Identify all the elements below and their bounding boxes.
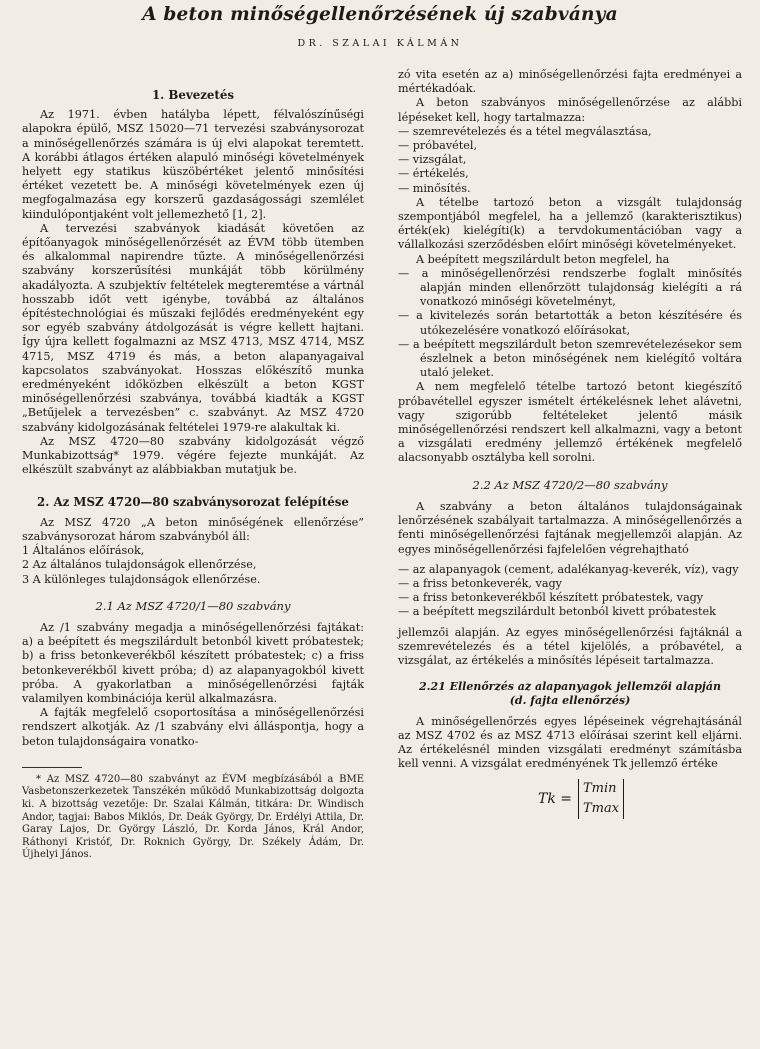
list-item: — minősítés. <box>398 181 471 195</box>
paragraph: Az MSZ 4720—80 szabvány kidolgozását végző Munkabizottság* 1979. végére fejezte munkáját. Az elkészült szabványt az alábbiakban mutatjuk be. <box>22 434 364 477</box>
paragraph: A beton szabványos minőségellenőrzése az alábbi lépéseket kell, hogy tartalmazza: <box>398 96 742 124</box>
formula-bracket <box>578 779 624 819</box>
list-item: — a beépített megszilárdult beton szemrevételezésekor sem észlelnek a beton minőségének nem kielégítő voltára utaló jeleket. <box>398 337 742 380</box>
subsection-heading-2-21-sub: (d. fajta ellenőrzés) <box>509 694 631 708</box>
conditions-list <box>398 267 742 381</box>
paragraph: zó vita esetén az a) minőségellenőrzési fajta eredményei a mértékadóak. <box>398 68 742 96</box>
list-item: — vizsgálat, <box>398 153 467 167</box>
list-item: — a friss betonkeverék, vagy <box>398 576 562 590</box>
steps-list <box>398 125 742 196</box>
control-items-list <box>398 563 742 620</box>
section-heading-structure: 2. Az MSZ 4720—80 szabványsorozat felépítése <box>37 495 349 510</box>
article-author: DR. SZALAI KÁLMÁN <box>297 38 463 49</box>
formula-bottom: Tmax <box>583 801 620 817</box>
footnote: * Az MSZ 4720—80 szabványt az ÉVM megbízásából a BME Vasbetonszerkezetek Tanszékén működő Munkabizottság dolgozta ki. A bizottság vezetője: Dr. Szalai Kálmán, titkára: Dr. Windisch Andor, tagjai: Babos Miklós, Dr. Deák György, Dr. Erdélyi Attila, Dr. Garay Lajos, Dr. György László, Dr. Korda János, Král Andor, Ráthonyi Kristóf, Dr. Roknich György, Dr. Székely Ádám, Dr. Újhelyi János. <box>22 773 364 861</box>
paragraph: A fajták megfelelő csoportosítása a minőségellenőrzési rendszert alkotják. Az /1 szabvány elvi álláspontja, hogy a beton tulajdonságaira vonatko- <box>22 706 364 748</box>
subsection-heading-4720-2: 2.2 Az MSZ 4720/2—80 szabvány <box>472 477 668 492</box>
list-item: — szemrevételezés és a tétel megválasztása, <box>398 124 652 138</box>
paragraph: A tervezési szabványok kiadását követően az építőanyagok minőségellenőrzését az ÉVM több ütemben és alkalommal napirendre tűzte. A minőségellenőrzési szabvány korszerűsítési munkáját több körülmény akadályozta. A szubjektív feltételek megteremtése a vártnál hosszabb időt vett igénybe, továbbá az általános építéstechnológiai és műszaki fejlődés eredményeként egy sor egyéb szabvány átdolgozását is végre kellett hajtani. Így újra kellett fogalmazni az MSZ 4713, MSZ 4714, MSZ 4715, MSZ 4719 és más, a beton alapanyagaival kapcsolatos szabványokat. Hosszas előkészítő munka eredményeként időközben elkészült a beton KGST minőségellenőrzési szabványa, továbbá kiadták a KGST „Betűjelek a tervezésben” c. szabványt. Az MSZ 4720 szabvány kidolgozásának feltételei 1979-re alakultak ki. <box>22 221 364 434</box>
list-item: — értékelés, <box>398 167 469 181</box>
formula-top: Tmin <box>583 781 617 797</box>
article-title: A beton minőségellenőrzésének új szabványa <box>142 4 618 25</box>
formula-lhs: Tk = <box>538 791 573 808</box>
paragraph: Az MSZ 4720 „A beton minőségének ellenőrzése” szabványsorozat három szabványból áll: <box>22 515 364 543</box>
paragraph: A nem megfelelő tételbe tartozó betont kiegészítő próbavétellel egyszer ismételt értékelésnek lehet alávetni, vagy szigorúbb feltételeket jelentő másik minőségellenőrzési rendszert kell alkalmazni, vagy a betont a vizsgálati eredmény jellemző értékének megfelelő alacsonyabb osztályba kell sorolni. <box>398 380 742 465</box>
paragraph: Az /1 szabvány megadja a minőségellenőrzési fajtákat: a) a beépített és megszilárdult betonból kivett próbatestek; b) a friss betonkeverékből készített próbatestek; c) a friss betonkeverékből kivett próba; d) az alapanyagokból kivett próba. A gyakorlatban a minőségellenőrzési fajták valamilyen kombinációja kerül alkalmazásra. <box>22 620 364 705</box>
list-item: 2 Az általános tulajdonságok ellenőrzése, <box>22 558 257 572</box>
paragraph: Az 1971. évben hatályba lépett, félvalószínűségi alapokra épülő, MSZ 15020—71 tervezési szabványsorozat a minőségellenőrzés számára is új elvi alapokat teremtett. A korábbi átlagos értéken alapuló minőségi követelmények helyett egy statikus küszöbértéket jelentő minősítési értéket vezetett be. A minőségi követelmények ezen új megfogalmazása egy korszerű gazdaságossági szemlélet kiindulópontjaként volt jellemezhető [1, 2]. <box>22 108 364 221</box>
paragraph: jellemzői alapján. Az egyes minőségellenőrzési fajtáknál a szemrevételezés és a tétel kijelölés, a próbavétel, a vizsgálat, az értékelés a minősítés lépéseit tartalmazza. <box>398 625 742 667</box>
left-column <box>22 82 364 862</box>
characteristic-value-formula <box>538 779 742 819</box>
list-item: — próbavétel, <box>398 139 478 153</box>
list-item: — a minőségellenőrzési rendszerbe foglalt minősítés alapján minden ellenőrzött tulajdonság kielégíti a rá vonatkozó minőségi követelményt, <box>398 266 742 309</box>
list-item: 1 Általános előírások, <box>22 544 145 558</box>
list-item: — a friss betonkeverékből készített próbatestek, vagy <box>398 591 704 605</box>
footnote-divider <box>22 767 82 768</box>
paragraph: A tételbe tartozó beton a vizsgált tulajdonság szempontjából megfelel, ha a jellemző (karakterisztikus) érték(ek) kielégíti(k) a tervdokumentációban vagy a vállalkozási szerződésben előírt minőségi követelményeket. <box>398 195 742 252</box>
subsection-heading-4720-1: 2.1 Az MSZ 4720/1—80 szabvány <box>95 598 291 613</box>
list-item: — a kivitelezés során betartották a beton készítésére és utókezelésére vonatkozó előírásokat, <box>398 309 742 337</box>
list-item: — a beépített megszilárdult betonból kivett próbatestek <box>398 605 716 619</box>
paragraph: A szabvány a beton általános tulajdonságainak lenőrzésének szabályait tartalmazza. A minőségellenőrzés a fenti minőségellenőrzési fajtának megjellemzői alapján. Az egyes minőségellenőrzési fajfelelően végrehajtható <box>398 499 742 556</box>
section-heading-introduction: 1. Bevezetés <box>151 88 235 102</box>
standard-parts-list <box>22 544 364 587</box>
paragraph: A minőségellenőrzés egyes lépéseinek végrehajtásánál az MSZ 4702 és az MSZ 4713 előírásai szerint kell eljárni. Az értékelésnél minden vizsgálati eredményt számításba kell venni. A vizsgálat eredményének Tk jellemző értéke <box>398 714 742 771</box>
right-column <box>398 68 742 819</box>
list-item: — az alapanyagok (cement, adalékanyag-keverék, víz), vagy <box>398 562 739 576</box>
subsection-heading-2-21: 2.21 Ellenőrzés az alapanyagok jellemzői alapján <box>418 680 721 694</box>
paragraph: A beépített megszilárdult beton megfelel, ha <box>416 252 670 266</box>
list-item: 3 A különleges tulajdonságok ellenőrzése. <box>22 572 261 586</box>
